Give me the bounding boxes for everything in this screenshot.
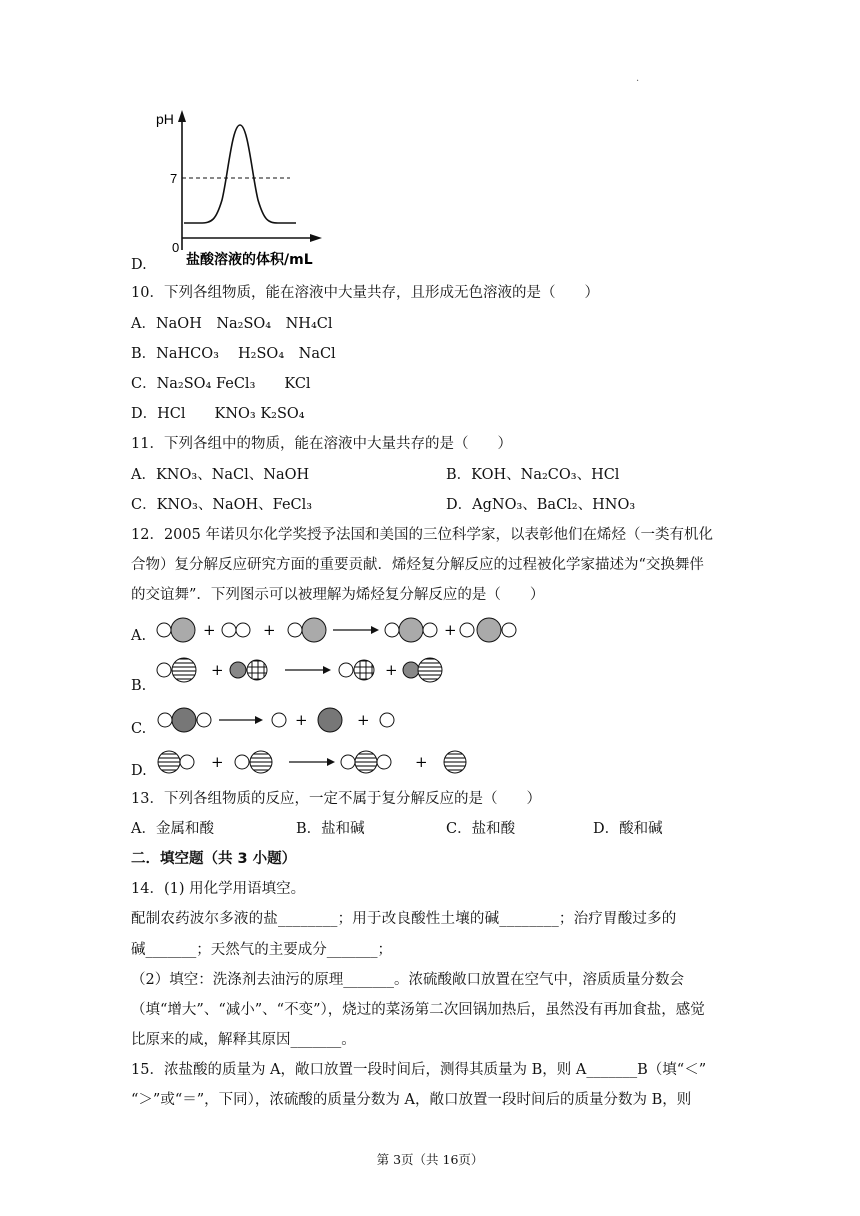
q10-option-c: C．Na₂SO₄ FeCl₃ KCl (131, 376, 311, 392)
corner-mark: · (636, 76, 640, 87)
q12-option-c-diagram (155, 703, 415, 737)
q11-option-c: C．KNO₃、NaOH、FeCl₃ (131, 497, 313, 513)
q12-option-a-label: A. (131, 628, 147, 644)
svg-text:+: + (415, 753, 428, 771)
q10-option-a: A．NaOH Na₂SO₄ NH₄Cl (131, 316, 333, 332)
q11-option-d: D．AgNO₃、BaCl₂、HNO₃ (446, 497, 636, 513)
q12-option-b-label: B. (131, 678, 147, 694)
svg-text:+: + (211, 661, 224, 679)
q11-option-a: A．KNO₃、NaCl、NaOH (131, 467, 310, 483)
ph-curve (184, 125, 296, 223)
q10-option-d: D．HCl KNO₃ K₂SO₄ (131, 406, 305, 422)
svg-text:+: + (211, 753, 224, 771)
q12-stem-line-3: 的交谊舞”．下列图示可以被理解为烯烃复分解反应的是（ ） (131, 587, 545, 603)
q14-line-3: 碱_______；天然气的主要成分_______； (131, 942, 392, 958)
q13-option-b: B．盐和碱 (296, 821, 365, 837)
section-title-fill-in: 二．填空题（共 3 小题） (131, 851, 297, 867)
q9-option-d-label: D. (131, 257, 147, 273)
q12-option-c-label: C. (131, 721, 147, 737)
page-footer: 第 3页（共 16页） (376, 1152, 484, 1167)
svg-text:+: + (295, 711, 308, 729)
q12-option-b-diagram (155, 654, 455, 686)
ph-curve-chart (150, 100, 330, 270)
q12-stem-line-2: 合物）复分解反应研究方面的重要贡献．烯烃复分解反应的过程被化学家描述为“交换舞伴 (131, 557, 704, 573)
q12-option-a-diagram (155, 614, 525, 646)
q14-line-2: 配制农药波尔多液的盐________；用于改良酸性土壤的碱________；治疗胃酸过多的 (131, 911, 677, 927)
q15-line-2: “＞”或“＝”，下同），浓硫酸的质量分数为 A，敞口放置一段时间后的质量分数为 B，则 (131, 1092, 692, 1108)
svg-text:+: + (263, 621, 276, 639)
svg-text:+: + (203, 621, 216, 639)
q13-option-c: C．盐和酸 (446, 821, 516, 837)
q11-stem: 11．下列各组中的物质，能在溶液中大量共存的是（ ） (131, 436, 512, 452)
q14-line-1: 14．(1) 用化学用语填空。 (131, 881, 306, 897)
q13-option-a: A．金属和酸 (131, 821, 214, 837)
q11-option-b: B．KOH、Na₂CO₃、HCl (446, 467, 620, 483)
y-axis-arrow (178, 110, 186, 122)
ref-label-7: 7 (170, 171, 178, 186)
q10-stem: 10．下列各组物质，能在溶液中大量共存，且形成无色溶液的是（ ） (131, 285, 599, 301)
q14-line-6: 比原来的咸，解释其原因_______。 (131, 1032, 356, 1048)
svg-text:+: + (444, 621, 457, 639)
x-axis-label: 盐酸溶液的体积/mL (186, 252, 313, 268)
q15-line-1: 15．浓盐酸的质量为 A，敞口放置一段时间后，测得其质量为 B，则 A_______B（填“＜” (131, 1062, 707, 1078)
x-axis-arrow (310, 234, 322, 242)
q10-option-b: B．NaHCO₃ H₂SO₄ NaCl (131, 346, 336, 362)
q12-option-d-label: D. (131, 763, 147, 779)
q13-stem: 13．下列各组物质的反应，一定不属于复分解反应的是（ ） (131, 791, 541, 807)
q12-stem-line-1: 12．2005 年诺贝尔化学奖授予法国和美国的三位科学家，以表彰他们在烯烃（一类有机化 (131, 527, 713, 543)
y-axis-label: pH (156, 111, 174, 127)
svg-text:+: + (385, 661, 398, 679)
q14-line-4: （2）填空：洗涤剂去油污的原理_______。浓硫酸敞口放置在空气中，溶质质量分数会 (131, 972, 684, 988)
q13-option-d: D．酸和碱 (593, 821, 663, 837)
q14-line-5: （填“增大”、“减小”、“不变”），烧过的菜汤第二次回锅加热后，虽然没有再加食盐，感觉 (131, 1002, 705, 1018)
q12-option-d-diagram (155, 745, 475, 779)
origin-label: 0 (172, 240, 180, 255)
svg-text:+: + (357, 711, 370, 729)
